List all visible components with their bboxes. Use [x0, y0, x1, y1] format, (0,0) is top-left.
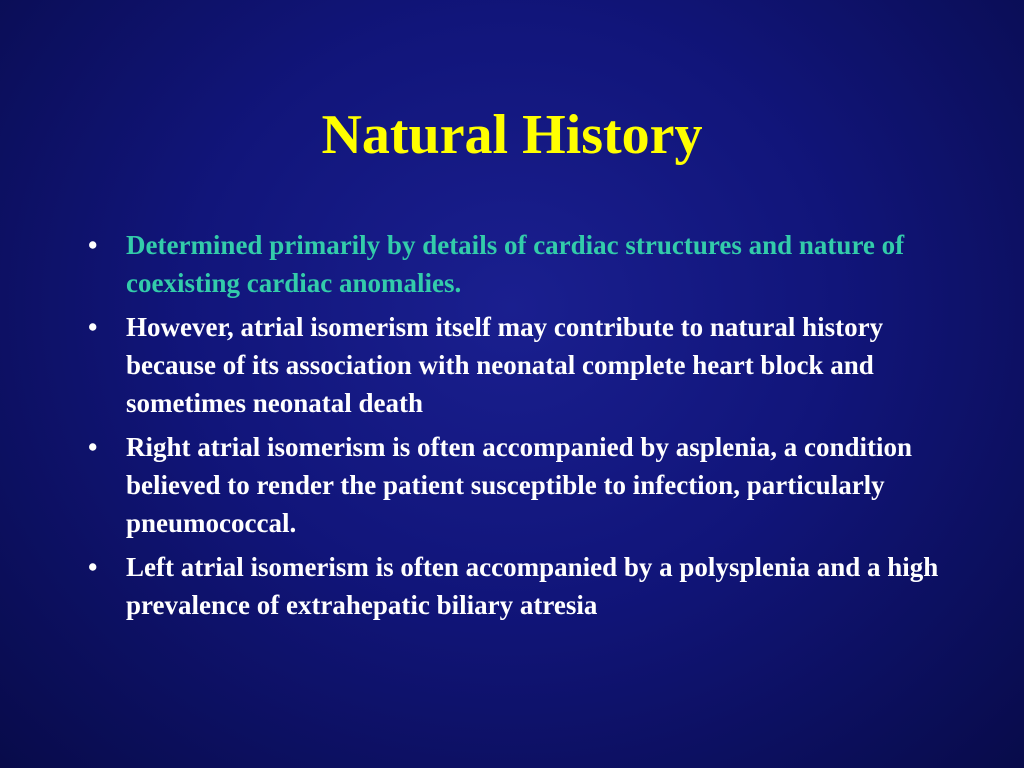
bullet-item [88, 548, 948, 624]
bullet-icon: • [88, 230, 98, 260]
bullet-item [88, 428, 948, 542]
bullet-list [88, 226, 948, 630]
slide-title: Natural History [321, 104, 703, 166]
bullet-item [88, 308, 948, 422]
bullet-item [88, 226, 948, 302]
bullet-icon: • [88, 312, 98, 342]
bullet-icon: • [88, 432, 98, 462]
bullet-text: Determined primarily by details of cardiac structures and nature of coexisting cardiac anomalies. [126, 230, 905, 298]
bullet-icon: • [88, 552, 98, 582]
bullet-text: Right atrial isomerism is often accompanied by asplenia, a condition believed to render the patient susceptible to infection, particularly pneumococcal. [126, 432, 913, 538]
bullet-text: Left atrial isomerism is often accompanied by a polysplenia and a high prevalence of extrahepatic biliary atresia [126, 552, 939, 620]
bullet-text: However, atrial isomerism itself may contribute to natural history because of its association with neonatal complete heart block and sometimes neonatal death [126, 312, 884, 418]
